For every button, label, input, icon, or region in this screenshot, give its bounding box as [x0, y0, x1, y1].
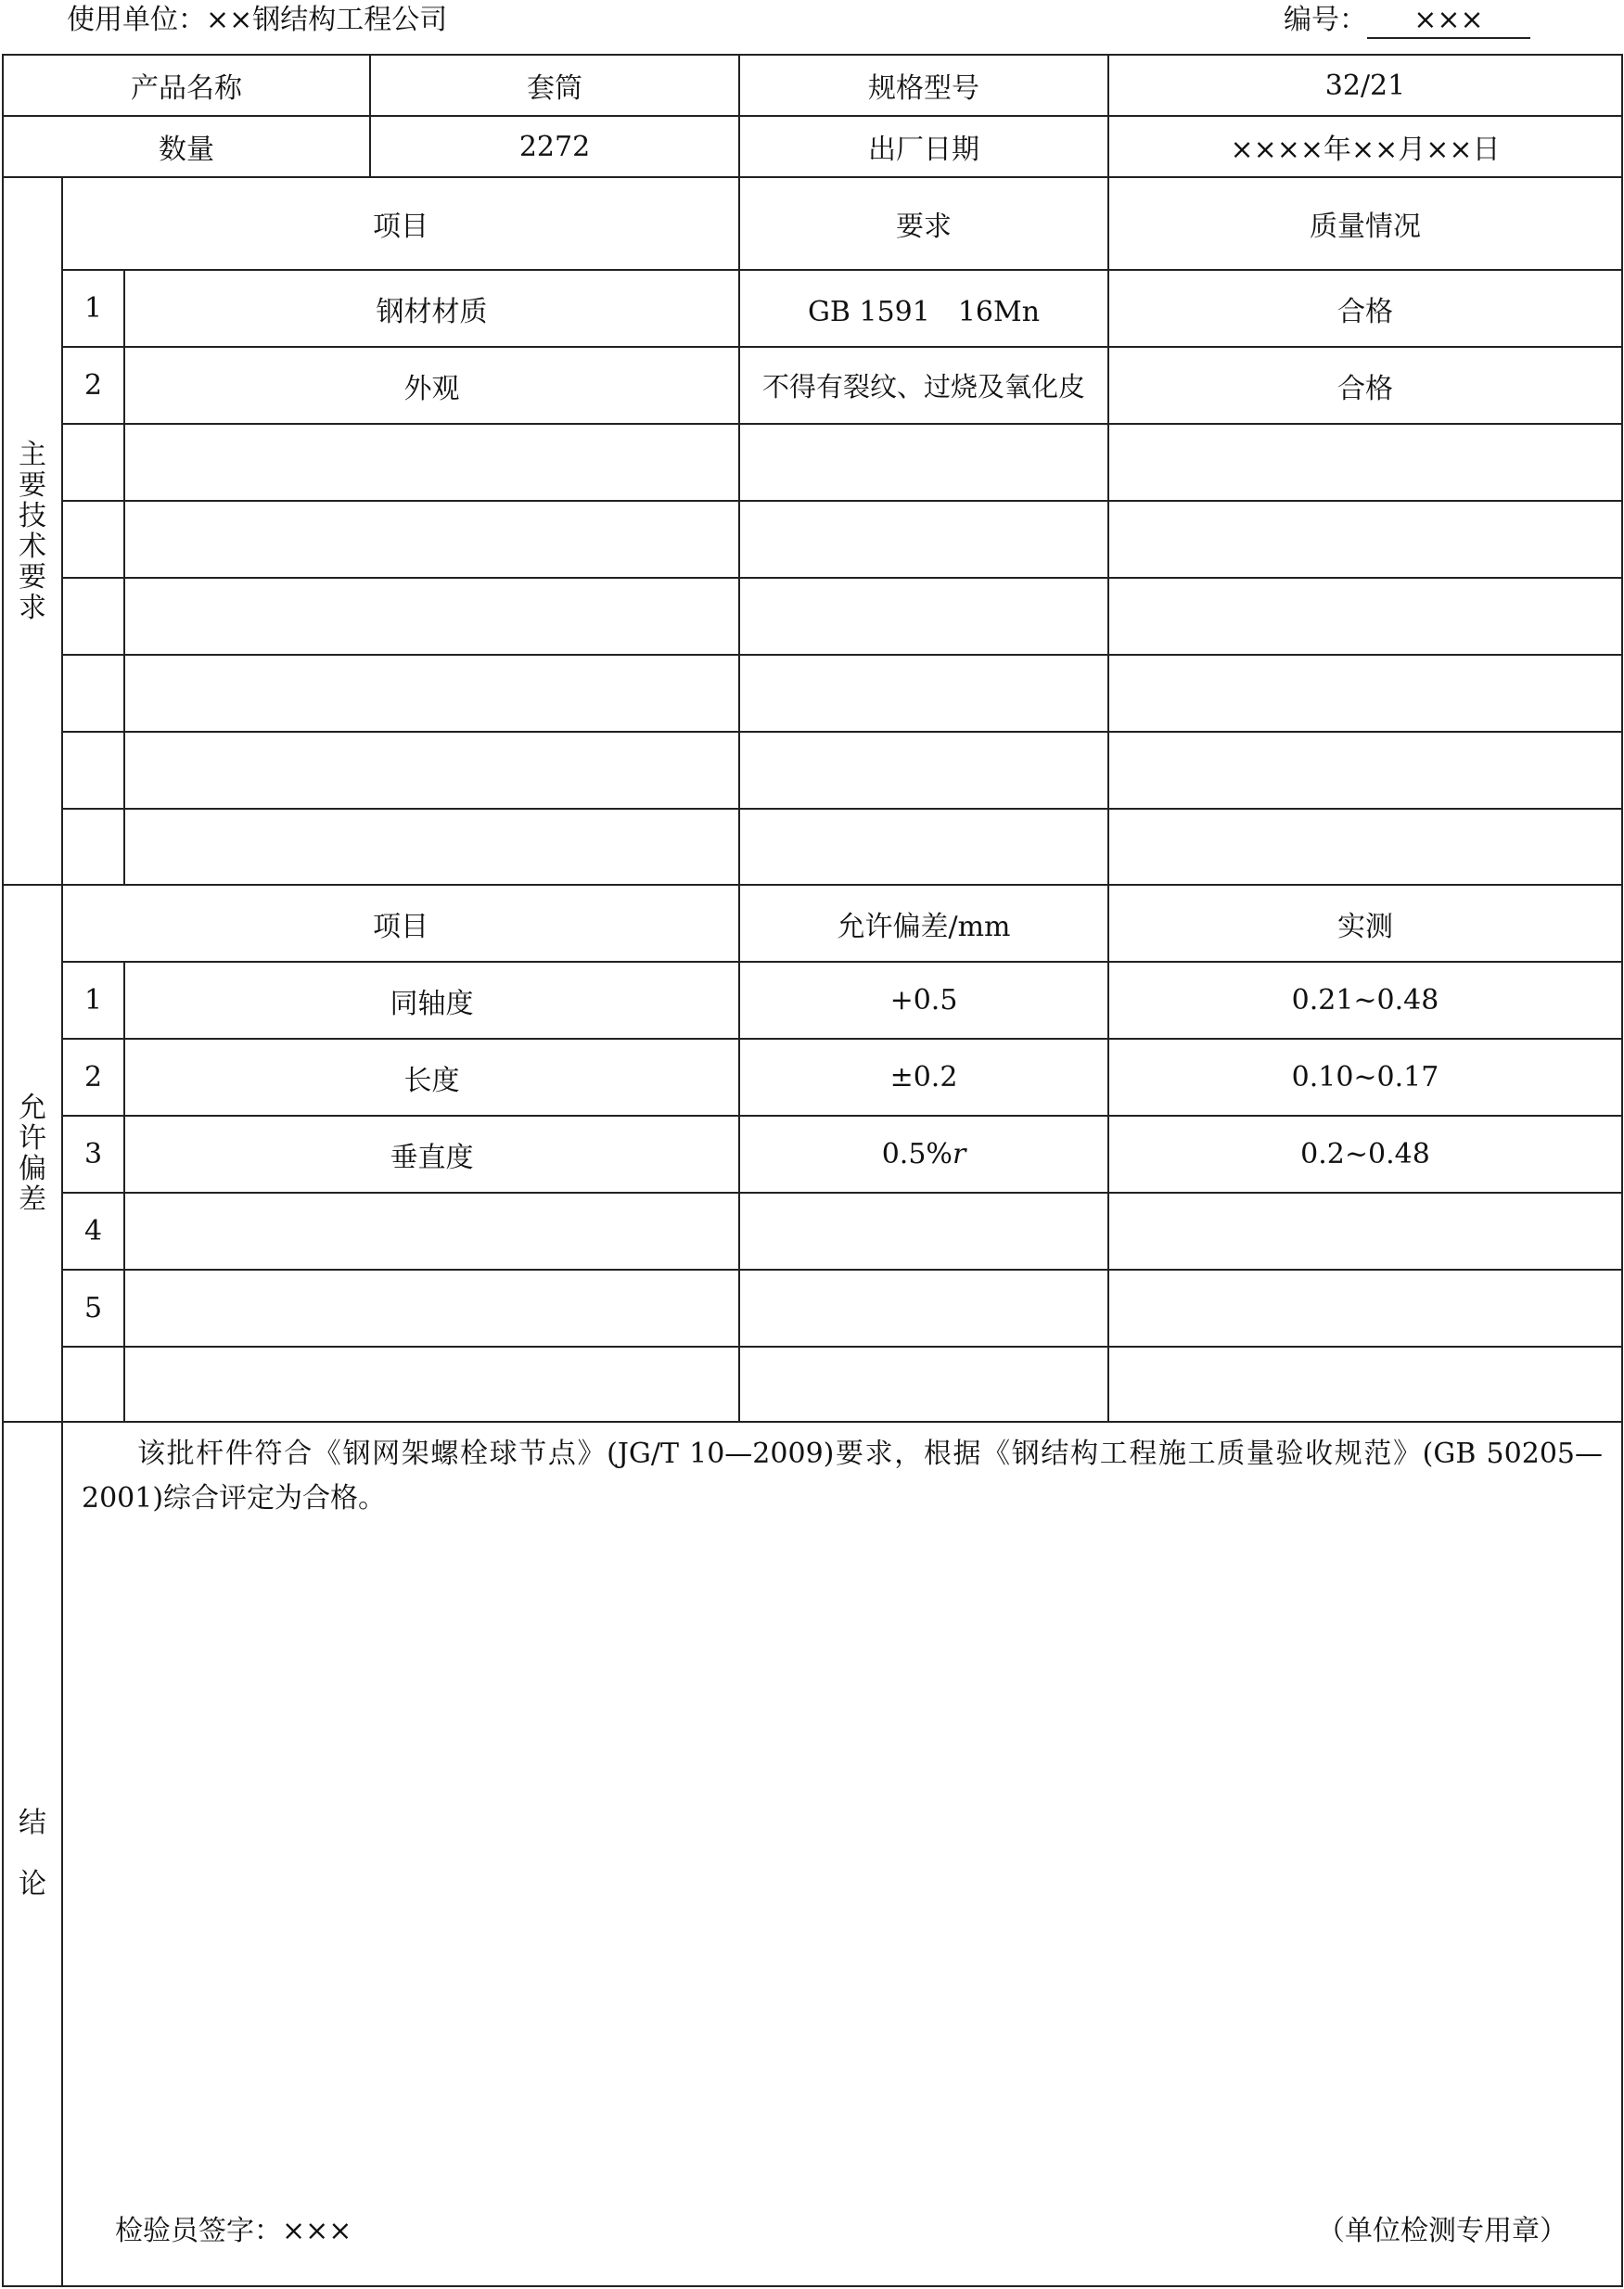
row-number: [63, 502, 123, 577]
row-requirement: [740, 810, 1107, 884]
tech-section-label: 主 要 技 术 要 求: [19, 438, 46, 624]
row-measured: [1109, 1348, 1621, 1421]
spec-label: 规格型号: [868, 72, 979, 105]
row-item: 钢材材质: [376, 295, 488, 328]
row-tolerance: ±0.2: [889, 1061, 958, 1093]
frame-right: [1621, 54, 1623, 2287]
tolerance-section-label: 允 许 偏 差: [19, 1091, 46, 1216]
product-name-value: 套筒: [527, 72, 582, 105]
row-item: [125, 425, 738, 500]
row-tolerance: [740, 1194, 1107, 1269]
product-name-label: 产品名称: [131, 72, 242, 105]
row-requirement: GB 1591 16Mn: [807, 295, 1041, 328]
row-item: [125, 733, 738, 808]
rule: [2, 1421, 1623, 1423]
row-quality: 合格: [1337, 372, 1393, 405]
row-requirement: [740, 733, 1107, 808]
row-tolerance: +0.5: [889, 984, 958, 1017]
row-number: [63, 656, 123, 731]
row-number: [63, 810, 123, 884]
tolerance-header-measured: 实测: [1337, 910, 1393, 943]
date-value: ××××年××月××日: [1230, 134, 1501, 166]
unit-label: 使用单位：: [67, 4, 206, 36]
row-number: 3: [83, 1138, 103, 1170]
row-item: [125, 1348, 738, 1421]
spec-value: 32/21: [1324, 69, 1406, 102]
row-quality: [1109, 579, 1621, 654]
row-tolerance: [740, 1271, 1107, 1346]
tech-header-req: 要求: [896, 211, 952, 243]
row-measured: 0.2~0.48: [1300, 1138, 1430, 1170]
row-quality: [1109, 810, 1621, 884]
row-quality: [1109, 656, 1621, 731]
row-requirement: [740, 656, 1107, 731]
inspector-signature: [115, 2211, 352, 2252]
row-number: [63, 733, 123, 808]
row-item: [125, 502, 738, 577]
row-requirement: [740, 425, 1107, 500]
row-number: 2: [83, 369, 103, 402]
row-item: [125, 1194, 738, 1269]
row-number: 1: [83, 292, 103, 325]
row-item: 同轴度: [390, 987, 474, 1020]
row-number: 2: [83, 1061, 103, 1093]
row-number: [63, 1348, 123, 1421]
row-number: [63, 425, 123, 500]
row-quality: 合格: [1337, 295, 1393, 328]
row-measured: 0.21~0.48: [1291, 984, 1439, 1017]
row-measured: [1109, 1194, 1621, 1269]
tech-header-quality: 质量情况: [1310, 211, 1421, 243]
tech-header-item: 项目: [373, 211, 428, 243]
row-requirement: [740, 579, 1107, 654]
row-quality: [1109, 502, 1621, 577]
conclusion-text: 该批杆件符合《钢网架螺栓球节点》(JG/T 10—2009)要求，根据《钢结构工程施工质量验收规范》(GB 50205—2001)综合评定为合格。: [82, 1438, 1603, 1515]
row-item: 长度: [403, 1064, 460, 1097]
row-item: 外观: [403, 372, 460, 405]
row-requirement: 不得有裂纹、过烧及氧化皮: [761, 371, 1085, 403]
conclusion-section-label: 结 论: [19, 1807, 46, 1900]
row-tolerance: 0.5% r: [881, 1138, 966, 1170]
row-quality: [1109, 425, 1621, 500]
frame-bottom: [2, 2285, 1623, 2287]
row-measured: [1109, 1271, 1621, 1346]
row-item: [125, 810, 738, 884]
quantity-label: 数量: [159, 134, 214, 166]
row-number: 4: [83, 1215, 103, 1247]
unit-value: ××钢结构工程公司: [206, 4, 448, 36]
row-requirement: [740, 502, 1107, 577]
serial-value: ×××: [1367, 4, 1530, 39]
row-item: [125, 656, 738, 731]
tolerance-header-tol: 允许偏差/mm: [837, 910, 1011, 943]
serial-label: 编号：: [1284, 4, 1367, 36]
row-measured: 0.10~0.17: [1291, 1061, 1439, 1093]
row-number: 1: [83, 984, 103, 1017]
quantity-value: 2272: [518, 130, 591, 163]
row-quality: [1109, 733, 1621, 808]
date-label: 出厂日期: [868, 134, 979, 166]
row-number: 5: [83, 1292, 103, 1324]
row-item: [125, 579, 738, 654]
unit-stamp-note: （单位检测专用章）: [1317, 2215, 1567, 2247]
inspector-value: ×××: [282, 2215, 352, 2247]
tolerance-header-item: 项目: [373, 910, 428, 943]
row-item: [125, 1271, 738, 1346]
inspector-label: 检验员签字：: [115, 2215, 282, 2247]
row-number: [63, 579, 123, 654]
row-tolerance: [740, 1348, 1107, 1421]
row-item: 垂直度: [390, 1141, 474, 1174]
